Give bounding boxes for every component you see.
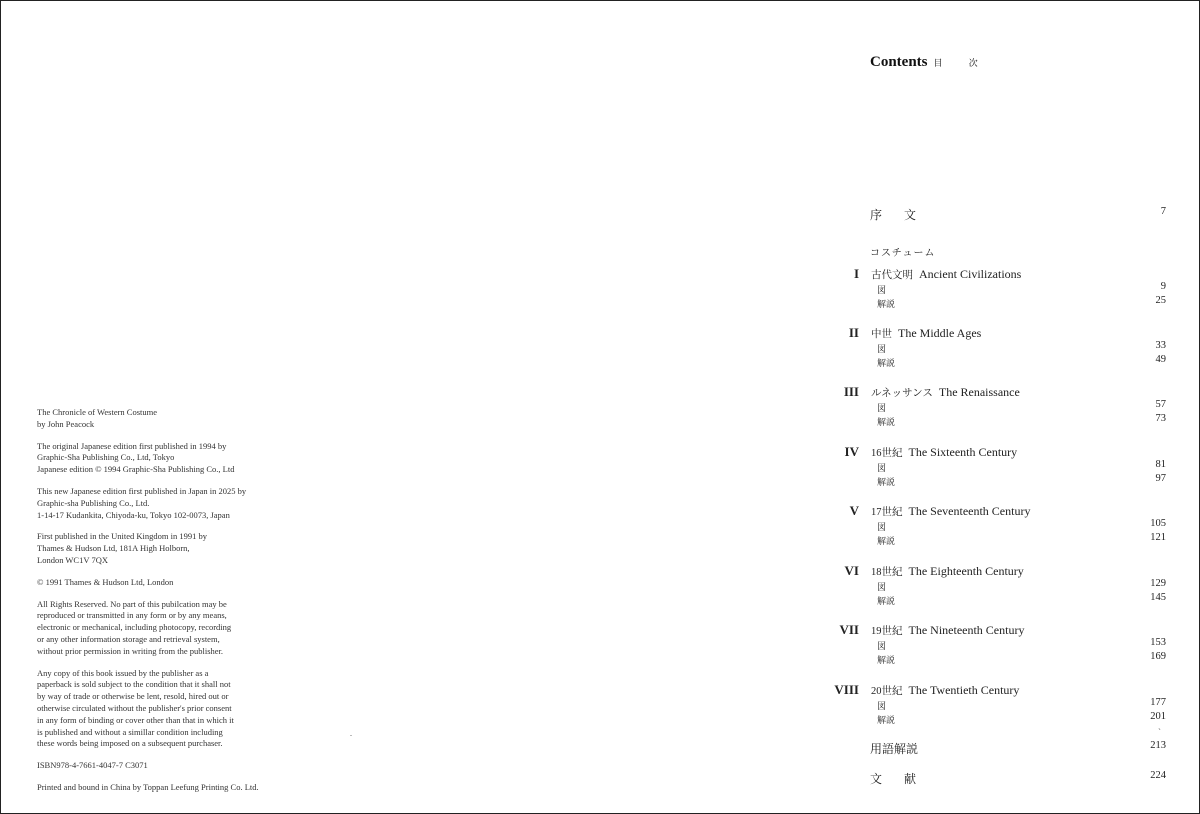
copyright-paragraph bbox=[37, 782, 297, 794]
chapter-explanation-label: 解説 bbox=[877, 358, 896, 368]
chapter-figures-label: 図 bbox=[877, 463, 887, 473]
copyright-paragraph bbox=[37, 760, 297, 772]
copyright-line: Printed and bound in China by Toppan Leefung Printing Co. Ltd. bbox=[37, 781, 259, 792]
contents-title-jp: 目 次 bbox=[933, 58, 990, 68]
chapter-explanation-label: 解説 bbox=[877, 536, 896, 546]
chapter-explanation-label: 解説 bbox=[877, 417, 896, 427]
preface-page: 7 bbox=[1160, 206, 1166, 217]
copyright-block bbox=[37, 407, 297, 804]
chapter-title-jp: ルネッサンス bbox=[871, 388, 933, 399]
chapter-title-en: The Sixteenth Century bbox=[908, 445, 1018, 459]
page-speck bbox=[350, 735, 352, 736]
chapter-figures-page: 33 bbox=[1155, 340, 1166, 351]
chapter-explanation-page: 201 bbox=[1150, 711, 1166, 722]
chapter-numeral: I bbox=[853, 266, 859, 281]
chapter-explanation-page: 73 bbox=[1155, 413, 1166, 424]
chapter-figures-label: 図 bbox=[877, 403, 887, 413]
chapter-figures-page: 81 bbox=[1155, 459, 1166, 470]
chapter-title-en: The Eighteenth Century bbox=[908, 564, 1024, 578]
copyright-line: these words being imposed on a subsequent purchaser. bbox=[37, 738, 223, 749]
chapter-numeral: VI bbox=[844, 563, 859, 578]
copyright-line: ISBN978-4-7661-4047-7 C3071 bbox=[37, 760, 148, 771]
copyright-paragraph bbox=[37, 577, 297, 589]
chapter-entry bbox=[831, 384, 1166, 430]
copyright-line: is published and without a simillar condition including bbox=[37, 726, 223, 737]
chapter-title-jp: 18世紀 bbox=[871, 567, 903, 578]
chapter-numeral: III bbox=[843, 384, 859, 399]
chapter-explanation-label: 解説 bbox=[877, 477, 896, 487]
chapter-explanation-page: 121 bbox=[1150, 532, 1166, 543]
chapter-entry bbox=[831, 325, 1166, 371]
copyright-line: The original Japanese edition first published in 1994 by bbox=[37, 440, 227, 451]
chapter-explanation-label: 解説 bbox=[877, 299, 896, 309]
copyright-line: London WC1V 7QX bbox=[37, 554, 108, 565]
copyright-line: Thames & Hudson Ltd, 181A High Holborn, bbox=[37, 543, 190, 554]
chapter-title-en: The Nineteenth Century bbox=[908, 623, 1025, 637]
chapter-title-jp: 20世紀 bbox=[871, 686, 903, 697]
copyright-line: Graphic-sha Publishing Co., Ltd. bbox=[37, 497, 150, 508]
contents-title-en: Contents bbox=[870, 54, 928, 70]
toc-row-glossary bbox=[870, 740, 1166, 756]
copyright-paragraph bbox=[37, 531, 297, 566]
chapter-title-en: The Middle Ages bbox=[898, 326, 982, 340]
chapter-numeral: V bbox=[849, 503, 859, 518]
chapter-title bbox=[871, 385, 1020, 400]
chapter-figures-label: 図 bbox=[877, 701, 887, 711]
chapter-entry bbox=[831, 503, 1166, 549]
section-heading-costume: コスチューム bbox=[870, 248, 936, 259]
copyright-line: by way of trade or otherwise be lent, resold, hired out or bbox=[37, 691, 229, 702]
chapter-figures-label: 図 bbox=[877, 344, 887, 354]
chapter-title-jp: 16世紀 bbox=[871, 448, 903, 459]
chapter-title bbox=[871, 326, 981, 341]
chapter-figures-label: 図 bbox=[877, 582, 887, 592]
chapter-figures-page: 9 bbox=[1160, 281, 1166, 292]
chapter-figures-page: 153 bbox=[1150, 637, 1166, 648]
contents-title bbox=[870, 54, 990, 71]
chapter-entry bbox=[831, 563, 1166, 609]
copyright-line: Any copy of this book issued by the publisher as a bbox=[37, 667, 209, 678]
chapter-explanation-page: 97 bbox=[1155, 473, 1166, 484]
copyright-paragraph bbox=[37, 599, 297, 658]
chapter-title bbox=[871, 445, 1017, 460]
chapter-title-jp: 19世紀 bbox=[871, 626, 903, 637]
copyright-line: electronic or mechanical, including photocopy, recording bbox=[37, 622, 232, 633]
copyright-line: Japanese edition © 1994 Graphic-Sha Publishing Co., Ltd bbox=[37, 464, 235, 475]
chapter-title bbox=[871, 267, 1021, 282]
chapter-explanation-label: 解説 bbox=[877, 655, 896, 665]
chapter-figures-page: 129 bbox=[1150, 578, 1166, 589]
chapter-numeral: II bbox=[848, 325, 859, 340]
preface-label: 序文 bbox=[870, 208, 939, 222]
copyright-paragraph bbox=[37, 441, 297, 476]
bibliography-page: 224 bbox=[1150, 770, 1166, 781]
glossary-label: 用語解説 bbox=[870, 742, 919, 756]
copyright-line: otherwise circulated without the publisher's prior consent bbox=[37, 702, 232, 713]
chapter-explanation-page: 145 bbox=[1150, 592, 1166, 603]
copyright-line: by John Peacock bbox=[37, 418, 95, 429]
chapter-title-jp: 古代文明 bbox=[871, 270, 913, 281]
chapter-figures-page: 177 bbox=[1150, 697, 1166, 708]
copyright-line: or any other information storage and retrieval system, bbox=[37, 633, 220, 644]
chapter-numeral: IV bbox=[844, 444, 859, 459]
chapter-title-jp: 中世 bbox=[871, 329, 892, 340]
copyright-paragraph bbox=[37, 407, 297, 431]
copyright-line: in any form of binding or cover other than that in which it bbox=[37, 714, 234, 725]
copyright-line: Graphic-Sha Publishing Co., Ltd, Tokyo bbox=[37, 452, 175, 463]
chapter-title bbox=[871, 683, 1019, 698]
copyright-line: First published in the United Kingdom in 1991 by bbox=[37, 531, 207, 542]
glossary-page: 213 bbox=[1150, 740, 1166, 751]
bibliography-label: 文献 bbox=[870, 772, 939, 786]
chapter-entry bbox=[831, 444, 1166, 490]
chapter-figures-page: 105 bbox=[1150, 518, 1166, 529]
chapter-entry bbox=[831, 266, 1166, 312]
copyright-paragraph bbox=[37, 486, 297, 521]
chapter-explanation-label: 解説 bbox=[877, 596, 896, 606]
copyright-line: All Rights Reserved. No part of this pubilcation may be bbox=[37, 598, 227, 609]
chapter-title bbox=[871, 623, 1024, 638]
stray-mark: ˋ bbox=[1158, 727, 1161, 737]
chapter-title-en: The Twentieth Century bbox=[908, 683, 1020, 697]
chapter-title-en: The Seventeenth Century bbox=[908, 504, 1031, 518]
chapter-title-en: Ancient Civilizations bbox=[919, 267, 1022, 281]
chapter-title bbox=[871, 504, 1030, 519]
chapter-figures-page: 57 bbox=[1155, 399, 1166, 410]
copyright-line: reproduced or transmitted in any form or by any means, bbox=[37, 610, 227, 621]
chapter-numeral: VIII bbox=[834, 682, 859, 697]
chapter-title bbox=[871, 564, 1024, 579]
copyright-line: 1-14-17 Kudankita, Chiyoda-ku, Tokyo 102-0073, Japan bbox=[37, 509, 230, 520]
copyright-line: paperback is sold subject to the condition that it shall not bbox=[37, 679, 231, 690]
copyright-line: without prior permission in writing from the publisher. bbox=[37, 645, 224, 656]
chapter-entry bbox=[831, 682, 1166, 728]
chapter-explanation-label: 解説 bbox=[877, 715, 896, 725]
chapter-explanation-page: 25 bbox=[1155, 295, 1166, 306]
toc-row-bibliography bbox=[870, 770, 1166, 786]
chapter-figures-label: 図 bbox=[877, 641, 887, 651]
chapter-numeral: VII bbox=[839, 622, 859, 637]
toc-row-preface bbox=[870, 206, 1166, 222]
copyright-line: © 1991 Thames & Hudson Ltd, London bbox=[37, 576, 174, 587]
chapter-entry bbox=[831, 622, 1166, 668]
chapter-explanation-page: 49 bbox=[1155, 354, 1166, 365]
chapter-figures-label: 図 bbox=[877, 285, 887, 295]
chapter-title-en: The Renaissance bbox=[938, 385, 1020, 399]
copyright-paragraph bbox=[37, 668, 297, 751]
chapter-explanation-page: 169 bbox=[1150, 651, 1166, 662]
copyright-line: This new Japanese edition first published in Japan in 2025 by bbox=[37, 485, 247, 496]
copyright-line: The Chronicle of Western Costume bbox=[37, 407, 158, 417]
chapter-title-jp: 17世紀 bbox=[871, 507, 903, 518]
chapter-figures-label: 図 bbox=[877, 522, 887, 532]
